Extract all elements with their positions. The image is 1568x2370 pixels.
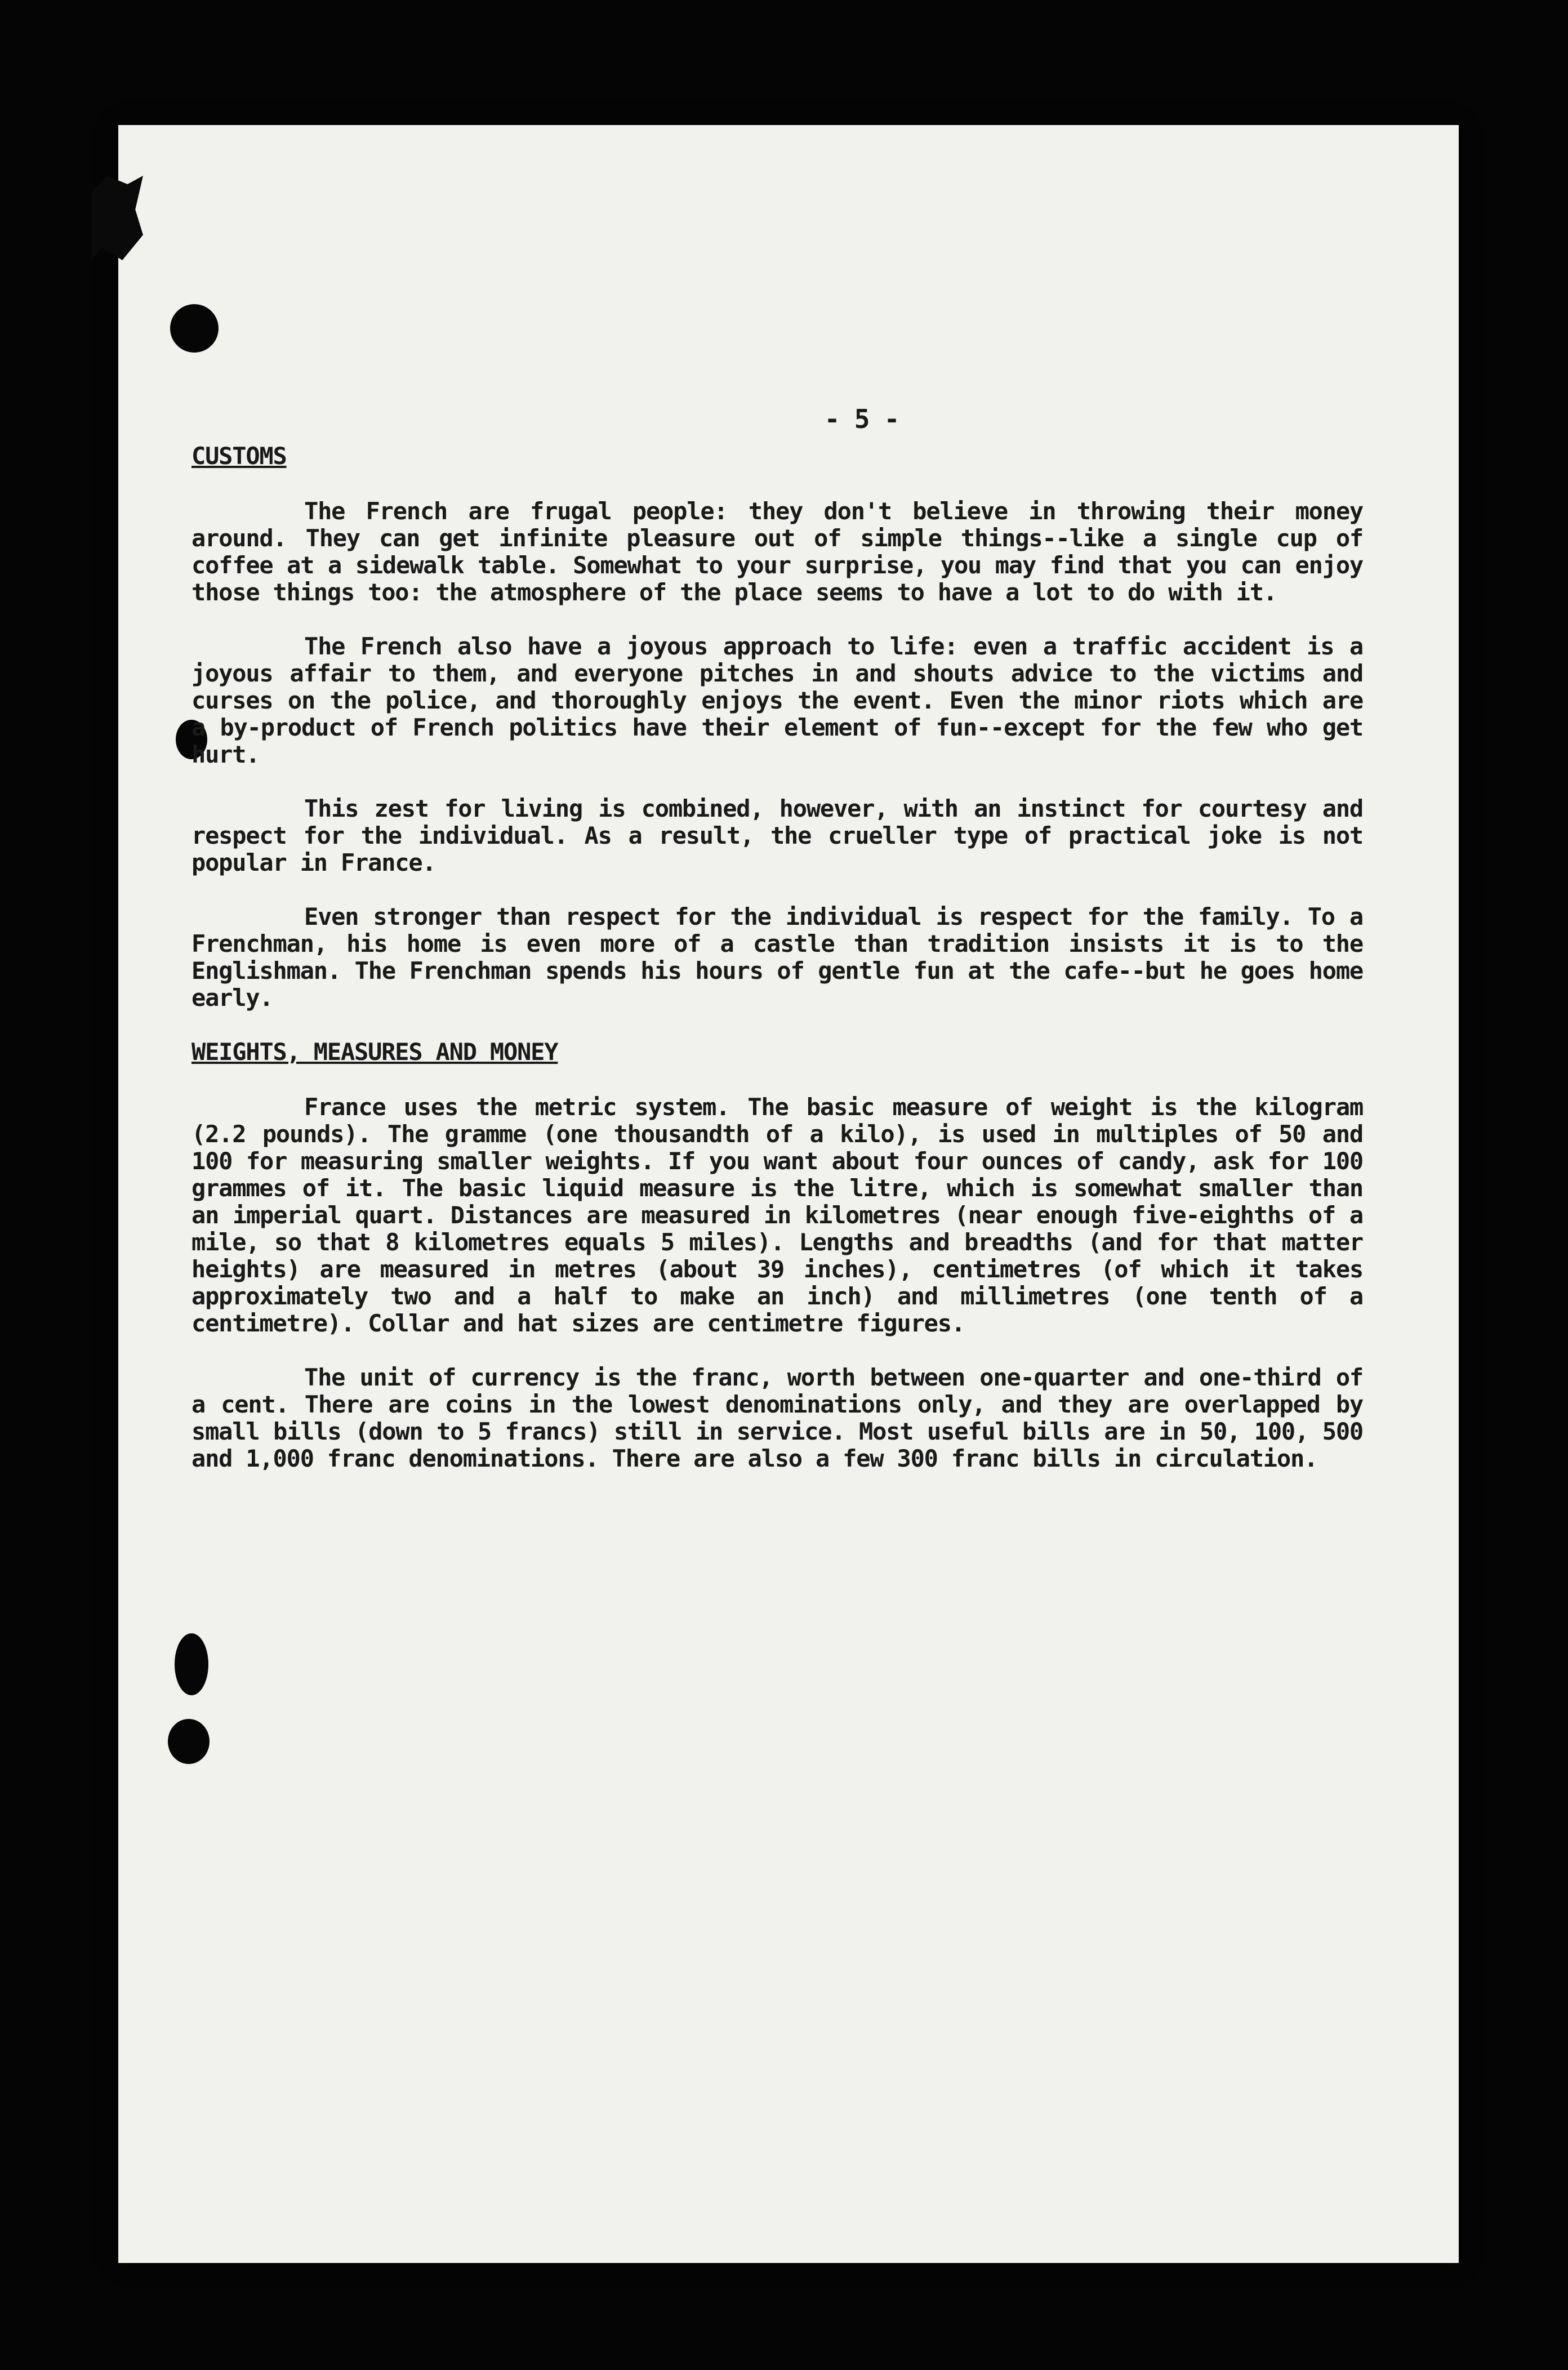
document-body xyxy=(191,406,1363,1499)
section-heading: WEIGHTS, MEASURES AND MONEY xyxy=(191,1038,558,1066)
page-number: - 5 - xyxy=(824,404,899,434)
punch-hole-top xyxy=(170,304,219,353)
paragraph: This zest for living is combined, however, with an instinct for courtesy and respect for the individual. As a result, the crueller type of practical joke is not popular in France. xyxy=(191,795,1363,876)
paragraph: The French are frugal people: they don't believe in throwing their money around. They can get infinite pleasure out of simple things--like a single cup of coffee at a sidewalk table. Somewhat to your surprise, you may find that you can enjoy those things too: the atmosphere of the place seems to have a lot to do with it. xyxy=(191,497,1363,606)
paragraph: The French also have a joyous approach to life: even a traffic accident is a joyous affair to them, and everyone pitches in and shouts advice to the victims and curses on the police, and thoroughly enjoys the event. Even the minor riots which are a by-product of French politics have their element of fun--except for the few who get hurt. xyxy=(191,632,1363,768)
paragraph: The unit of currency is the franc, worth between one-quarter and one-third of a cent. There are coins in the lowest denominations only, and they are overlapped by small bills (down to 5 francs) still in service. Most useful bills are in 50, 100, 500 and 1,000 franc denominations. There are also a few 300 franc bills in circulation. xyxy=(191,1364,1363,1472)
paragraph: France uses the metric system. The basic measure of weight is the kilogram (2.2 pounds). The gramme (one thousandth of a kilo), is used in multiples of 50 and 100 for measuring smaller weights. If you want about four ounces of candy, ask for 100 grammes of it. The basic liquid measure is the litre, which is somewhat smaller than an imperial quart. Distances are measured in kilometres (near enough five-eighths of a mile, so that 8 kilometres equals 5 miles). Lengths and breadths (and for that matter heights) are measured in metres (about 39 inches), centimetres (of which it takes approximately two and a half to make an inch) and millimetres (one tenth of a centimetre). Collar and hat sizes are centimetre figures. xyxy=(191,1093,1363,1337)
punch-hole-lower-1 xyxy=(175,1633,208,1695)
section-heading: CUSTOMS xyxy=(191,442,287,470)
section-customs xyxy=(191,443,1363,1012)
punch-hole-lower-2 xyxy=(168,1719,210,1764)
section-weights-measures-money xyxy=(191,1039,1363,1472)
paragraph: Even stronger than respect for the individual is respect for the family. To a Frenchman, his home is even more of a castle than tradition insists it is to the Englishman. The Frenchman spends his hours of gentle fun at the cafe--but he goes home early. xyxy=(191,903,1363,1012)
